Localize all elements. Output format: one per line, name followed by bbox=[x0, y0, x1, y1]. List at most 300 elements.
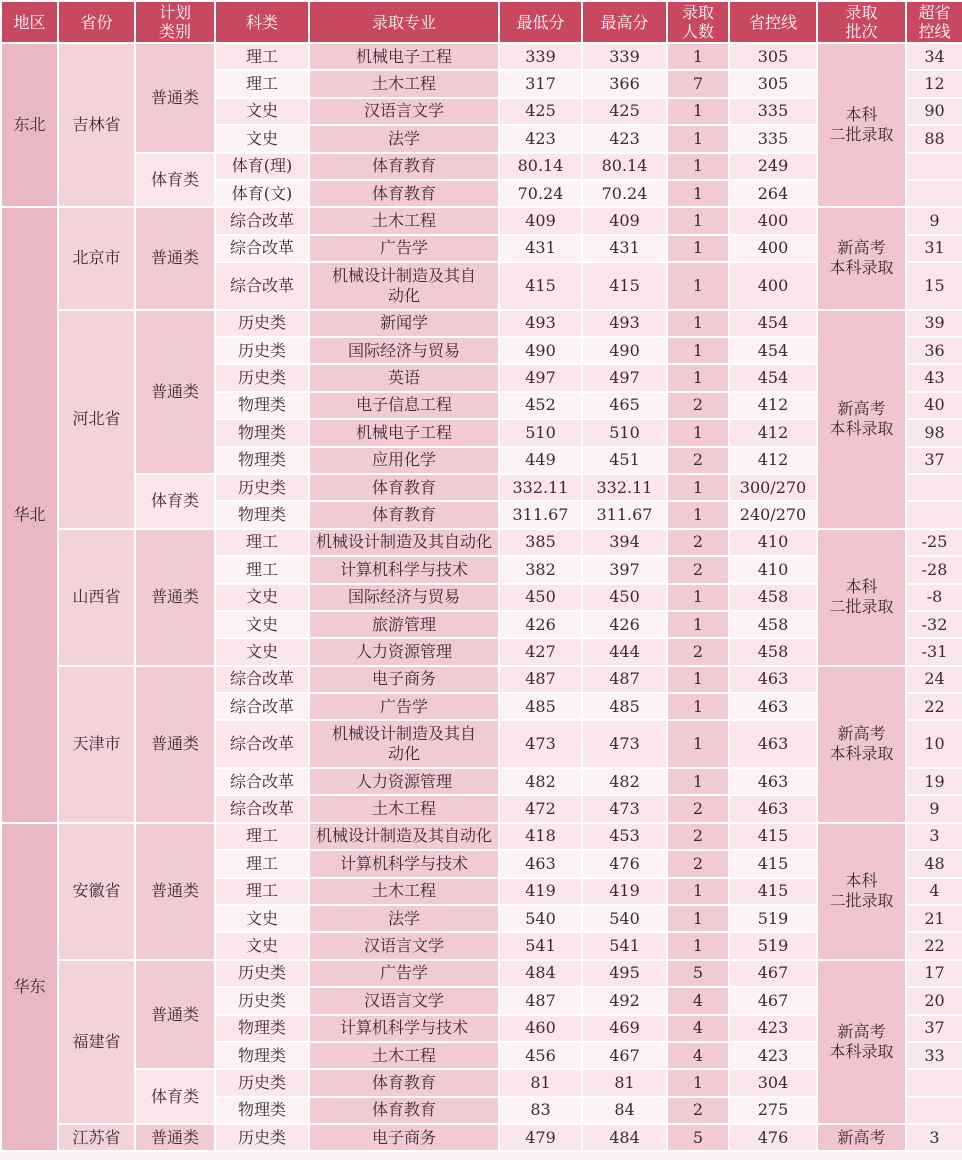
above-line-cell: -25 bbox=[906, 529, 962, 556]
plan-type-cell: 普通类 bbox=[135, 1124, 215, 1151]
batch-cell: 本科 二批录取 bbox=[817, 43, 906, 207]
control-line-cell: 463 bbox=[729, 693, 817, 720]
control-line-cell: 400 bbox=[729, 262, 817, 310]
min-score-cell: 472 bbox=[499, 795, 582, 822]
min-score-cell: 452 bbox=[499, 392, 582, 419]
above-line-cell: 22 bbox=[906, 693, 962, 720]
plan-type-cell: 普通类 bbox=[135, 960, 215, 1070]
min-score-cell: 332.11 bbox=[499, 474, 582, 501]
plan-type-cell: 普通类 bbox=[135, 207, 215, 309]
admitted-count-cell: 7 bbox=[667, 70, 729, 97]
above-line-cell: 12 bbox=[906, 70, 962, 97]
max-score-cell: 473 bbox=[582, 795, 667, 822]
min-score-cell: 490 bbox=[499, 337, 582, 364]
plan-type-cell: 体育类 bbox=[135, 474, 215, 529]
above-line-cell: 15 bbox=[906, 262, 962, 310]
subject-type-cell: 综合改革 bbox=[215, 720, 309, 768]
table-row bbox=[1, 823, 962, 850]
min-score-cell: 484 bbox=[499, 960, 582, 987]
above-line-cell: 9 bbox=[906, 795, 962, 822]
subject-type-cell: 物理类 bbox=[215, 1015, 309, 1042]
major-cell: 法学 bbox=[309, 125, 499, 152]
subject-type-cell: 综合改革 bbox=[215, 207, 309, 234]
above-line-cell bbox=[906, 153, 962, 180]
admitted-count-cell: 1 bbox=[667, 932, 729, 959]
admitted-count-cell: 1 bbox=[667, 905, 729, 932]
above-line-cell: 48 bbox=[906, 850, 962, 877]
admitted-count-cell: 1 bbox=[667, 235, 729, 262]
subject-type-cell: 历史类 bbox=[215, 310, 309, 337]
subject-type-cell: 综合改革 bbox=[215, 262, 309, 310]
plan-type-cell: 普通类 bbox=[135, 43, 215, 153]
max-score-cell: 450 bbox=[582, 584, 667, 611]
major-cell: 机械设计制造及其自 动化 bbox=[309, 720, 499, 768]
max-score-cell: 482 bbox=[582, 768, 667, 795]
above-line-cell: 90 bbox=[906, 98, 962, 125]
above-line-cell: 36 bbox=[906, 337, 962, 364]
max-score-cell: 465 bbox=[582, 392, 667, 419]
subject-type-cell: 文史 bbox=[215, 638, 309, 665]
admitted-count-cell: 1 bbox=[667, 611, 729, 638]
control-line-cell: 400 bbox=[729, 207, 817, 234]
major-cell: 广告学 bbox=[309, 960, 499, 987]
admitted-count-cell: 1 bbox=[667, 43, 729, 70]
batch-cell: 本科 二批录取 bbox=[817, 529, 906, 666]
province-cell: 吉林省 bbox=[58, 43, 135, 207]
above-line-cell: 43 bbox=[906, 364, 962, 391]
major-cell: 机械设计制造及其自 动化 bbox=[309, 262, 499, 310]
subject-type-cell: 物理类 bbox=[215, 501, 309, 528]
min-score-cell: 385 bbox=[499, 529, 582, 556]
min-score-cell: 418 bbox=[499, 823, 582, 850]
min-score-cell: 409 bbox=[499, 207, 582, 234]
max-score-cell: 484 bbox=[582, 1124, 667, 1151]
control-line-cell: 454 bbox=[729, 310, 817, 337]
major-cell: 汉语言文学 bbox=[309, 987, 499, 1014]
major-cell: 体育教育 bbox=[309, 180, 499, 207]
admitted-count-cell: 5 bbox=[667, 960, 729, 987]
max-score-cell: 339 bbox=[582, 43, 667, 70]
admitted-count-cell: 1 bbox=[667, 768, 729, 795]
subject-type-cell: 文史 bbox=[215, 125, 309, 152]
min-score-cell: 81 bbox=[499, 1069, 582, 1096]
above-line-cell: 34 bbox=[906, 43, 962, 70]
above-line-cell: 3 bbox=[906, 823, 962, 850]
subject-type-cell: 物理类 bbox=[215, 419, 309, 446]
major-cell: 电子信息工程 bbox=[309, 392, 499, 419]
province-cell: 江苏省 bbox=[58, 1124, 135, 1151]
major-cell: 人力资源管理 bbox=[309, 768, 499, 795]
subject-type-cell: 综合改革 bbox=[215, 666, 309, 693]
subject-type-cell: 综合改革 bbox=[215, 795, 309, 822]
batch-cell: 本科 二批录取 bbox=[817, 823, 906, 960]
major-cell: 国际经济与贸易 bbox=[309, 337, 499, 364]
min-score-cell: 510 bbox=[499, 419, 582, 446]
above-line-cell: 24 bbox=[906, 666, 962, 693]
min-score-cell: 497 bbox=[499, 364, 582, 391]
max-score-cell: 492 bbox=[582, 987, 667, 1014]
max-score-cell: 80.14 bbox=[582, 153, 667, 180]
control-line-cell: 463 bbox=[729, 768, 817, 795]
min-score-cell: 487 bbox=[499, 987, 582, 1014]
above-line-cell: 37 bbox=[906, 1015, 962, 1042]
major-cell: 机械电子工程 bbox=[309, 419, 499, 446]
min-score-cell: 83 bbox=[499, 1097, 582, 1124]
header-batch: 录取 批次 bbox=[817, 1, 906, 43]
control-line-cell: 305 bbox=[729, 70, 817, 97]
control-line-cell: 454 bbox=[729, 337, 817, 364]
major-cell: 新闻学 bbox=[309, 310, 499, 337]
province-cell: 福建省 bbox=[58, 960, 135, 1124]
major-cell: 旅游管理 bbox=[309, 611, 499, 638]
control-line-cell: 454 bbox=[729, 364, 817, 391]
header-province: 省份 bbox=[58, 1, 135, 43]
admitted-count-cell: 2 bbox=[667, 447, 729, 474]
admitted-count-cell: 1 bbox=[667, 419, 729, 446]
subject-type-cell: 历史类 bbox=[215, 337, 309, 364]
admitted-count-cell: 2 bbox=[667, 795, 729, 822]
above-line-cell: 19 bbox=[906, 768, 962, 795]
region-cell: 华东 bbox=[1, 823, 58, 1152]
admitted-count-cell: 1 bbox=[667, 1069, 729, 1096]
major-cell: 计算机科学与技术 bbox=[309, 850, 499, 877]
major-cell: 汉语言文学 bbox=[309, 932, 499, 959]
batch-cell: 新高考 本科录取 bbox=[817, 207, 906, 309]
admitted-count-cell: 1 bbox=[667, 98, 729, 125]
batch-cell: 新高考 bbox=[817, 1124, 906, 1151]
above-line-cell: 9 bbox=[906, 207, 962, 234]
max-score-cell: 540 bbox=[582, 905, 667, 932]
control-line-cell: 458 bbox=[729, 584, 817, 611]
table-row bbox=[1, 1124, 962, 1151]
min-score-cell: 493 bbox=[499, 310, 582, 337]
region-cell: 华北 bbox=[1, 207, 58, 822]
control-line-cell: 519 bbox=[729, 905, 817, 932]
control-line-cell: 400 bbox=[729, 235, 817, 262]
admitted-count-cell: 1 bbox=[667, 584, 729, 611]
major-cell: 机械设计制造及其自动化 bbox=[309, 529, 499, 556]
admitted-count-cell: 1 bbox=[667, 262, 729, 310]
max-score-cell: 451 bbox=[582, 447, 667, 474]
max-score-cell: 473 bbox=[582, 720, 667, 768]
max-score-cell: 469 bbox=[582, 1015, 667, 1042]
batch-cell: 新高考 本科录取 bbox=[817, 310, 906, 529]
major-cell: 体育教育 bbox=[309, 153, 499, 180]
above-line-cell: 33 bbox=[906, 1042, 962, 1069]
above-line-cell: -32 bbox=[906, 611, 962, 638]
above-line-cell: -28 bbox=[906, 556, 962, 583]
control-line-cell: 467 bbox=[729, 960, 817, 987]
major-cell: 广告学 bbox=[309, 693, 499, 720]
control-line-cell: 410 bbox=[729, 529, 817, 556]
min-score-cell: 473 bbox=[499, 720, 582, 768]
control-line-cell: 458 bbox=[729, 638, 817, 665]
admitted-count-cell: 1 bbox=[667, 693, 729, 720]
control-line-cell: 412 bbox=[729, 419, 817, 446]
subject-type-cell: 物理类 bbox=[215, 1097, 309, 1124]
table-row bbox=[1, 310, 962, 337]
min-score-cell: 540 bbox=[499, 905, 582, 932]
control-line-cell: 423 bbox=[729, 1015, 817, 1042]
major-cell: 土木工程 bbox=[309, 1042, 499, 1069]
min-score-cell: 463 bbox=[499, 850, 582, 877]
major-cell: 土木工程 bbox=[309, 70, 499, 97]
min-score-cell: 449 bbox=[499, 447, 582, 474]
major-cell: 体育教育 bbox=[309, 1069, 499, 1096]
max-score-cell: 510 bbox=[582, 419, 667, 446]
admitted-count-cell: 1 bbox=[667, 666, 729, 693]
subject-type-cell: 综合改革 bbox=[215, 768, 309, 795]
max-score-cell: 426 bbox=[582, 611, 667, 638]
admitted-count-cell: 1 bbox=[667, 180, 729, 207]
control-line-cell: 415 bbox=[729, 823, 817, 850]
admitted-count-cell: 1 bbox=[667, 474, 729, 501]
control-line-cell: 476 bbox=[729, 1124, 817, 1151]
above-line-cell: 21 bbox=[906, 905, 962, 932]
above-line-cell: 98 bbox=[906, 419, 962, 446]
header-admitted-count: 录取 人数 bbox=[667, 1, 729, 43]
plan-type-cell: 体育类 bbox=[135, 153, 215, 208]
header-major: 录取专业 bbox=[309, 1, 499, 43]
above-line-cell: 10 bbox=[906, 720, 962, 768]
header-control-line: 省控线 bbox=[729, 1, 817, 43]
province-cell: 安徽省 bbox=[58, 823, 135, 960]
admitted-count-cell: 1 bbox=[667, 364, 729, 391]
control-line-cell: 423 bbox=[729, 1042, 817, 1069]
major-cell: 土木工程 bbox=[309, 795, 499, 822]
control-line-cell: 300/270 bbox=[729, 474, 817, 501]
min-score-cell: 425 bbox=[499, 98, 582, 125]
admitted-count-cell: 1 bbox=[667, 878, 729, 905]
control-line-cell: 519 bbox=[729, 932, 817, 959]
subject-type-cell: 物理类 bbox=[215, 392, 309, 419]
plan-type-cell: 普通类 bbox=[135, 310, 215, 474]
subject-type-cell: 文史 bbox=[215, 584, 309, 611]
control-line-cell: 463 bbox=[729, 795, 817, 822]
max-score-cell: 394 bbox=[582, 529, 667, 556]
subject-type-cell: 理工 bbox=[215, 823, 309, 850]
major-cell: 应用化学 bbox=[309, 447, 499, 474]
subject-type-cell: 体育(文) bbox=[215, 180, 309, 207]
subject-type-cell: 理工 bbox=[215, 878, 309, 905]
admitted-count-cell: 2 bbox=[667, 392, 729, 419]
control-line-cell: 412 bbox=[729, 392, 817, 419]
control-line-cell: 467 bbox=[729, 987, 817, 1014]
admitted-count-cell: 5 bbox=[667, 1124, 729, 1151]
min-score-cell: 456 bbox=[499, 1042, 582, 1069]
major-cell: 国际经济与贸易 bbox=[309, 584, 499, 611]
plan-type-cell: 普通类 bbox=[135, 823, 215, 960]
max-score-cell: 453 bbox=[582, 823, 667, 850]
max-score-cell: 476 bbox=[582, 850, 667, 877]
header-region: 地区 bbox=[1, 1, 58, 43]
admitted-count-cell: 1 bbox=[667, 125, 729, 152]
province-cell: 山西省 bbox=[58, 529, 135, 666]
table-row bbox=[1, 529, 962, 556]
above-line-cell: 22 bbox=[906, 932, 962, 959]
control-line-cell: 458 bbox=[729, 611, 817, 638]
min-score-cell: 415 bbox=[499, 262, 582, 310]
subject-type-cell: 文史 bbox=[215, 932, 309, 959]
subject-type-cell: 物理类 bbox=[215, 1042, 309, 1069]
control-line-cell: 410 bbox=[729, 556, 817, 583]
max-score-cell: 467 bbox=[582, 1042, 667, 1069]
max-score-cell: 81 bbox=[582, 1069, 667, 1096]
max-score-cell: 70.24 bbox=[582, 180, 667, 207]
max-score-cell: 490 bbox=[582, 337, 667, 364]
above-line-cell bbox=[906, 501, 962, 528]
table-row bbox=[1, 43, 962, 70]
max-score-cell: 493 bbox=[582, 310, 667, 337]
min-score-cell: 479 bbox=[499, 1124, 582, 1151]
major-cell: 计算机科学与技术 bbox=[309, 556, 499, 583]
major-cell: 机械设计制造及其自动化 bbox=[309, 823, 499, 850]
max-score-cell: 311.67 bbox=[582, 501, 667, 528]
min-score-cell: 339 bbox=[499, 43, 582, 70]
major-cell: 法学 bbox=[309, 905, 499, 932]
max-score-cell: 366 bbox=[582, 70, 667, 97]
subject-type-cell: 体育(理) bbox=[215, 153, 309, 180]
max-score-cell: 419 bbox=[582, 878, 667, 905]
admitted-count-cell: 2 bbox=[667, 850, 729, 877]
header-subject-type: 科类 bbox=[215, 1, 309, 43]
min-score-cell: 485 bbox=[499, 693, 582, 720]
subject-type-cell: 历史类 bbox=[215, 960, 309, 987]
min-score-cell: 450 bbox=[499, 584, 582, 611]
control-line-cell: 335 bbox=[729, 125, 817, 152]
admitted-count-cell: 1 bbox=[667, 207, 729, 234]
control-line-cell: 463 bbox=[729, 720, 817, 768]
max-score-cell: 332.11 bbox=[582, 474, 667, 501]
min-score-cell: 427 bbox=[499, 638, 582, 665]
above-line-cell: 20 bbox=[906, 987, 962, 1014]
header-row bbox=[1, 1, 962, 43]
control-line-cell: 412 bbox=[729, 447, 817, 474]
plan-type-cell: 普通类 bbox=[135, 666, 215, 823]
above-line-cell: 4 bbox=[906, 878, 962, 905]
max-score-cell: 425 bbox=[582, 98, 667, 125]
admitted-count-cell: 1 bbox=[667, 153, 729, 180]
above-line-cell bbox=[906, 1069, 962, 1096]
max-score-cell: 495 bbox=[582, 960, 667, 987]
major-cell: 土木工程 bbox=[309, 878, 499, 905]
control-line-cell: 415 bbox=[729, 878, 817, 905]
table-row bbox=[1, 207, 962, 234]
header-plan-type: 计划 类别 bbox=[135, 1, 215, 43]
control-line-cell: 264 bbox=[729, 180, 817, 207]
min-score-cell: 382 bbox=[499, 556, 582, 583]
subject-type-cell: 理工 bbox=[215, 70, 309, 97]
subject-type-cell: 历史类 bbox=[215, 1124, 309, 1151]
max-score-cell: 409 bbox=[582, 207, 667, 234]
max-score-cell: 397 bbox=[582, 556, 667, 583]
admitted-count-cell: 1 bbox=[667, 501, 729, 528]
province-cell: 北京市 bbox=[58, 207, 135, 309]
admitted-count-cell: 2 bbox=[667, 638, 729, 665]
max-score-cell: 84 bbox=[582, 1097, 667, 1124]
subject-type-cell: 理工 bbox=[215, 43, 309, 70]
control-line-cell: 249 bbox=[729, 153, 817, 180]
above-line-cell: -8 bbox=[906, 584, 962, 611]
admitted-count-cell: 4 bbox=[667, 1042, 729, 1069]
batch-cell: 新高考 本科录取 bbox=[817, 960, 906, 1124]
min-score-cell: 541 bbox=[499, 932, 582, 959]
min-score-cell: 419 bbox=[499, 878, 582, 905]
admitted-count-cell: 1 bbox=[667, 720, 729, 768]
max-score-cell: 541 bbox=[582, 932, 667, 959]
major-cell: 计算机科学与技术 bbox=[309, 1015, 499, 1042]
header-above-line: 超省 控线 bbox=[906, 1, 962, 43]
min-score-cell: 487 bbox=[499, 666, 582, 693]
max-score-cell: 415 bbox=[582, 262, 667, 310]
control-line-cell: 305 bbox=[729, 43, 817, 70]
table-row bbox=[1, 666, 962, 693]
plan-type-cell: 普通类 bbox=[135, 529, 215, 666]
min-score-cell: 423 bbox=[499, 125, 582, 152]
header-min-score: 最低分 bbox=[499, 1, 582, 43]
province-cell: 天津市 bbox=[58, 666, 135, 823]
above-line-cell: 3 bbox=[906, 1124, 962, 1151]
min-score-cell: 317 bbox=[499, 70, 582, 97]
subject-type-cell: 历史类 bbox=[215, 364, 309, 391]
above-line-cell: 39 bbox=[906, 310, 962, 337]
above-line-cell bbox=[906, 1097, 962, 1124]
subject-type-cell: 理工 bbox=[215, 556, 309, 583]
control-line-cell: 415 bbox=[729, 850, 817, 877]
plan-type-cell: 体育类 bbox=[135, 1069, 215, 1124]
min-score-cell: 426 bbox=[499, 611, 582, 638]
major-cell: 人力资源管理 bbox=[309, 638, 499, 665]
major-cell: 广告学 bbox=[309, 235, 499, 262]
table-body bbox=[1, 43, 962, 1151]
admitted-count-cell: 4 bbox=[667, 1015, 729, 1042]
control-line-cell: 463 bbox=[729, 666, 817, 693]
major-cell: 体育教育 bbox=[309, 474, 499, 501]
major-cell: 体育教育 bbox=[309, 501, 499, 528]
above-line-cell: 40 bbox=[906, 392, 962, 419]
control-line-cell: 304 bbox=[729, 1069, 817, 1096]
above-line-cell: 88 bbox=[906, 125, 962, 152]
above-line-cell: 37 bbox=[906, 447, 962, 474]
admitted-count-cell: 1 bbox=[667, 310, 729, 337]
subject-type-cell: 物理类 bbox=[215, 447, 309, 474]
control-line-cell: 240/270 bbox=[729, 501, 817, 528]
admitted-count-cell: 2 bbox=[667, 823, 729, 850]
subject-type-cell: 文史 bbox=[215, 611, 309, 638]
max-score-cell: 497 bbox=[582, 364, 667, 391]
above-line-cell bbox=[906, 180, 962, 207]
admitted-count-cell: 2 bbox=[667, 529, 729, 556]
province-cell: 河北省 bbox=[58, 310, 135, 529]
subject-type-cell: 历史类 bbox=[215, 474, 309, 501]
table-row bbox=[1, 960, 962, 987]
min-score-cell: 80.14 bbox=[499, 153, 582, 180]
subject-type-cell: 文史 bbox=[215, 905, 309, 932]
admitted-count-cell: 1 bbox=[667, 337, 729, 364]
subject-type-cell: 理工 bbox=[215, 529, 309, 556]
major-cell: 电子商务 bbox=[309, 666, 499, 693]
major-cell: 电子商务 bbox=[309, 1124, 499, 1151]
control-line-cell: 335 bbox=[729, 98, 817, 125]
min-score-cell: 431 bbox=[499, 235, 582, 262]
major-cell: 英语 bbox=[309, 364, 499, 391]
above-line-cell: -31 bbox=[906, 638, 962, 665]
major-cell: 汉语言文学 bbox=[309, 98, 499, 125]
batch-cell: 新高考 本科录取 bbox=[817, 666, 906, 823]
max-score-cell: 485 bbox=[582, 693, 667, 720]
max-score-cell: 487 bbox=[582, 666, 667, 693]
max-score-cell: 431 bbox=[582, 235, 667, 262]
